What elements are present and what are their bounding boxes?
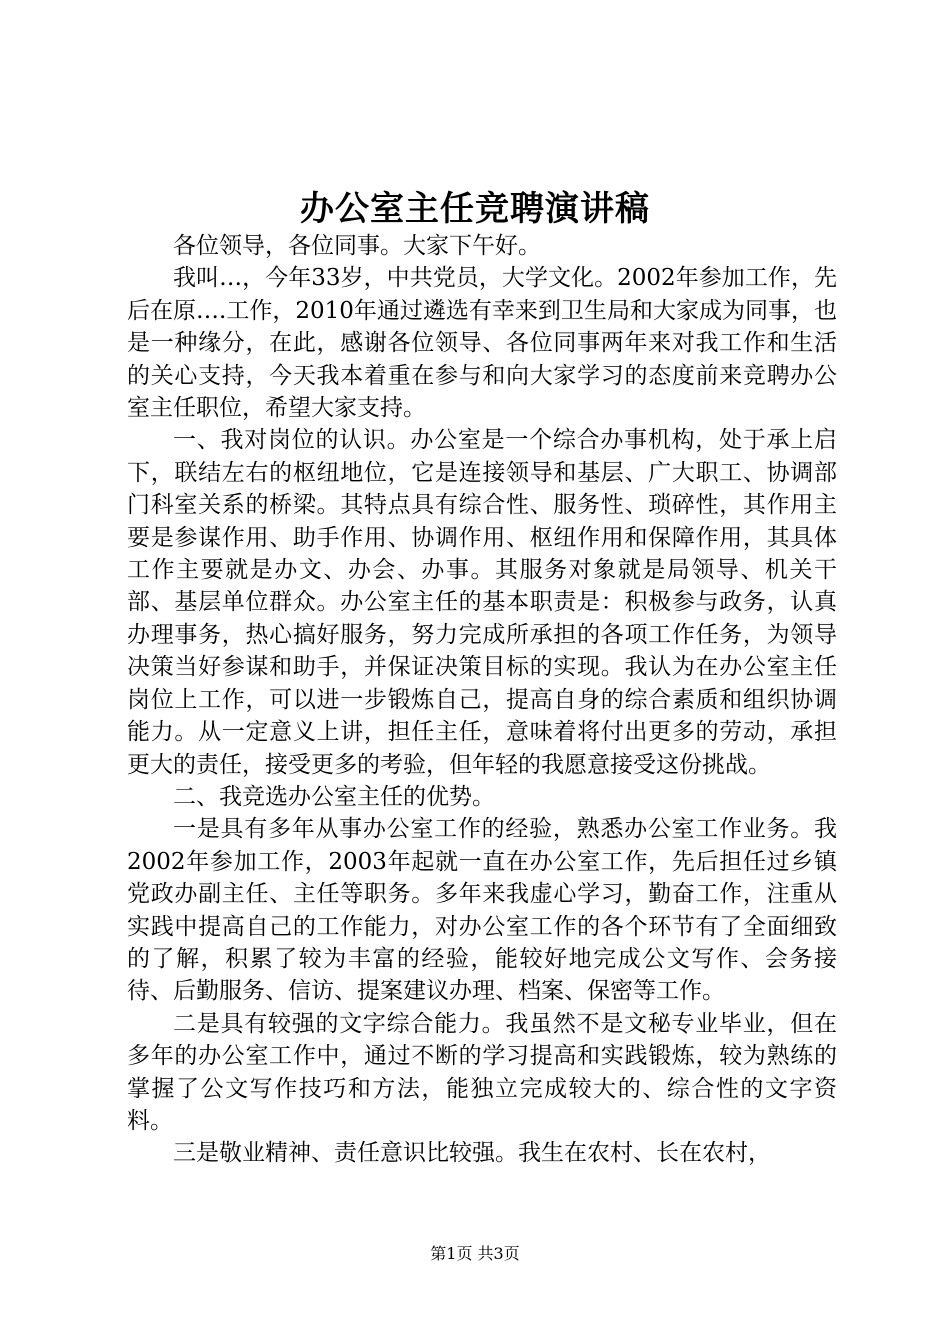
section-heading-advantages: 二、我竞选办公室主任的优势。 — [173, 783, 495, 810]
document-title: 办公室主任竞聘演讲稿 — [300, 189, 650, 229]
paragraph-self-introduction: 我叫…，今年33岁，中共党员，大学文化。2002年参加工作，先后在原….工作，2010年通过遴选有幸来到卫生局和大家成为同事，也是一种缘分，在此，感谢各位领导、各位同事两年来对我工作和生活的关心支持，今天我本着重在参与和向大家学习的态度前来竞聘办公室主任职位，希望大家支持。 — [127, 265, 837, 422]
paragraph-advantage-dedication: 三是敬业精神、责任意识比较强。我生在农村、长在农村， — [173, 1140, 771, 1167]
paragraph-advantage-experience: 一是具有多年从事办公室工作的经验，熟悉办公室工作业务。我2002年参加工作，2003年起就一直在办公室工作，先后担任过乡镇党政办副主任、主任等职务。多年来我虚心学习，勤奋工作，注重从实践中提高自己的工作能力，对办公室工作的各个环节有了全面细致的了解，积累了较为丰富的经验，能较好地完成公文写作、会务接待、后勤服务、信访、提案建议办理、档案、保密等工作。 — [127, 816, 837, 1005]
document-body — [127, 230, 837, 1170]
paragraph-advantage-writing: 二是具有较强的文字综合能力。我虽然不是文秘专业毕业，但在多年的办公室工作中，通过不断的学习提高和实践锻炼，较为熟练的掌握了公文写作技巧和方法，能独立完成较大的、综合性的文字资料。 — [127, 1010, 837, 1134]
paragraph-greeting: 各位领导，各位同事。大家下午好。 — [173, 233, 541, 259]
page-footer: 第1页 共3页 — [430, 1244, 520, 1263]
paragraph-position-understanding: 一、我对岗位的认识。办公室是一个综合办事机构，处于承上启下，联结左右的枢纽地位，它是连接领导和基层、广大职工、协调部门科室关系的桥梁。其特点具有综合性、服务性、琐碎性，其作用主要是参谋作用、助手作用、协调作用、枢纽作用和保障作用，其具体工作主要就是办文、办会、办事。其服务对象就是局领导、机关干部、基层单位群众。办公室主任的基本职责是：积极参与政务，认真办理事务，热心搞好服务，努力完成所承担的各项工作任务，为领导决策当好参谋和助手，并保证决策目标的实现。我认为在办公室主任岗位上工作，可以进一步锻炼自己，提高自身的综合素质和组织协调能力。从一定意义上讲，担任主任，意味着将付出更多的劳动，承担更大的责任，接受更多的考验，但年轻的我愿意接受这份挑战。 — [127, 427, 837, 778]
